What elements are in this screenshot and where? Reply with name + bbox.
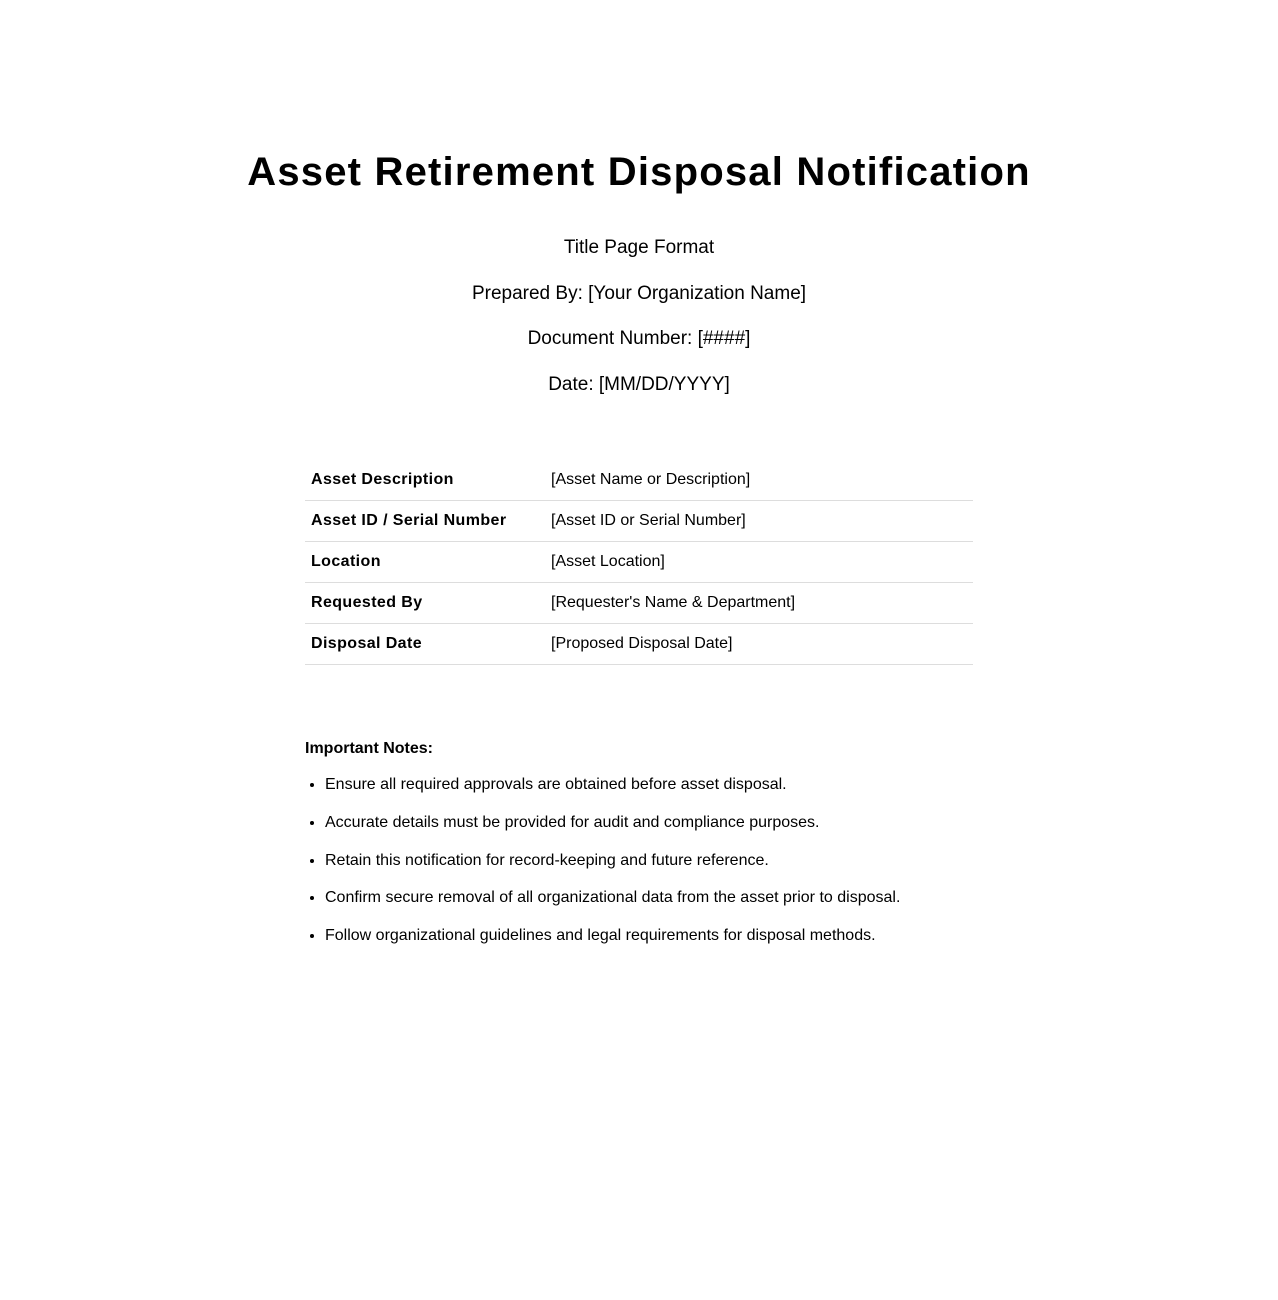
row-value-location: [Asset Location] (545, 542, 973, 583)
document-title: Asset Retirement Disposal Notification (247, 150, 1031, 194)
row-label-location: Location (305, 542, 545, 583)
document-date: Date: [MM/DD/YYYY] (548, 374, 730, 395)
table-row (305, 583, 973, 624)
prepared-by: Prepared By: [Your Organization Name] (471, 283, 807, 304)
row-value-asset-id: [Asset ID or Serial Number] (545, 501, 973, 542)
list-item: • Ensure all required approvals are obtained before asset disposal. (325, 774, 1005, 796)
notes-list (305, 774, 1005, 947)
table-row (305, 624, 973, 665)
row-value-asset-description: [Asset Name or Description] (545, 460, 973, 501)
table-row (305, 542, 973, 583)
list-item: • Follow organizational guidelines and legal requirements for disposal methods. (325, 925, 1005, 947)
row-label-disposal-date: Disposal Date (305, 624, 545, 665)
notes-heading: Important Notes: (305, 740, 433, 757)
list-item: • Confirm secure removal of all organizational data from the asset prior to disposal. (325, 887, 1005, 909)
row-value-requested-by: [Requester's Name & Department] (545, 583, 973, 624)
asset-info-table (305, 460, 973, 665)
table-row (305, 460, 973, 501)
list-item: • Accurate details must be provided for audit and compliance purposes. (325, 812, 1005, 834)
document-number: Document Number: [####] (527, 328, 751, 349)
row-value-disposal-date: [Proposed Disposal Date] (545, 624, 973, 665)
important-notes-section (305, 738, 1005, 963)
list-item: • Retain this notification for record-keeping and future reference. (325, 850, 1005, 872)
row-label-requested-by: Requested By (305, 583, 545, 624)
row-label-asset-id: Asset ID / Serial Number (305, 501, 545, 542)
row-label-asset-description: Asset Description (305, 460, 545, 501)
table-row (305, 501, 973, 542)
format-label: Title Page Format (563, 237, 715, 258)
